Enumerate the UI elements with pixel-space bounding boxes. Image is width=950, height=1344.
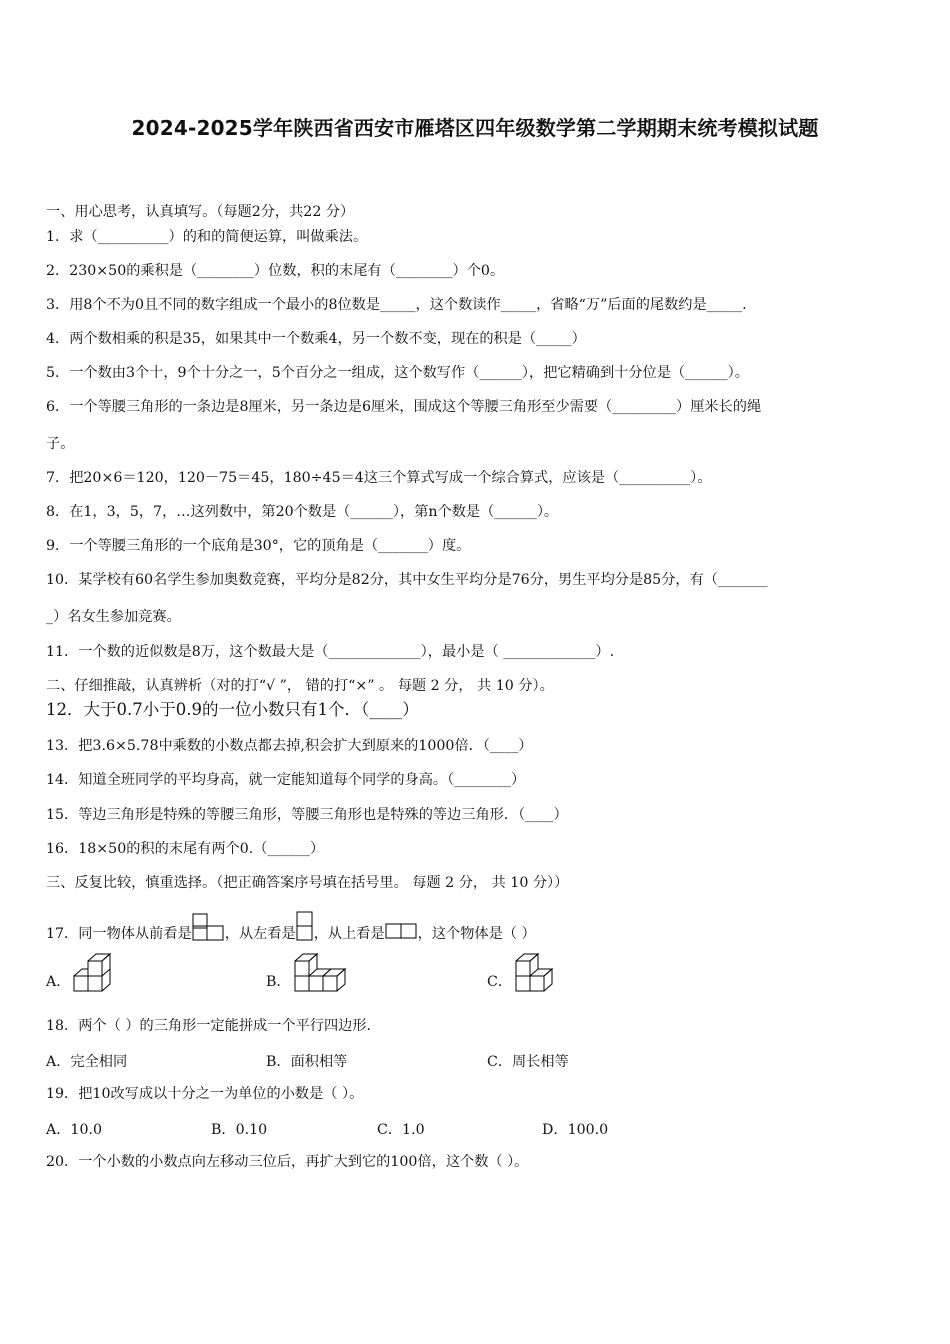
cube-figure-c [514, 952, 560, 994]
question-8: 8．在1，3，5，7，…这列数中，第20个数是（______），第n个数是（______）。 [46, 504, 559, 520]
q17-option-c-label: C． [487, 974, 513, 990]
question-3: 3．用8个不为0且不同的数字组成一个最小的8位数是_____，这个数读作_____，省略“万”后面的尾数约是_____. [46, 297, 747, 313]
section3-header: 三、反复比较，慎重选择。（把正确答案序号填在括号里。 每题 2 分， 共 10 分）） [46, 875, 569, 891]
question-4: 4．两个数相乘的积是35，如果其中一个数乘4，另一个数不变，现在的积是（_____） [46, 331, 586, 347]
q18-option-a: A．完全相同 [46, 1054, 128, 1070]
q17-prefix: 17．同一物体从前看是 [46, 926, 192, 942]
q19-option-a: A．10.0 [46, 1122, 103, 1138]
q17-option-a-label: A． [46, 974, 71, 990]
q19-option-c: C．1.0 [377, 1122, 425, 1138]
question-10-line2: _）名女生参加竞赛。 [46, 609, 181, 625]
question-14: 14．知道全班同学的平均身高，就一定能知道每个同学的身高。（________） [46, 772, 526, 788]
question-9: 9．一个等腰三角形的一个底角是30°，它的顶角是（_______）度。 [46, 538, 471, 554]
question-6-line1: 6．一个等腰三角形的一条边是8厘米，另一条边是6厘米，围成这个等腰三角形至少需要（_________）厘米长的绳 [46, 399, 762, 415]
question-11: 11．一个数的近似数是8万，这个数最大是（_____________），最小是（ _____________）. [46, 644, 615, 660]
section2-header: 二、仔细推敲，认真辨析（对的打“√ ”， 错的打“×” 。 每题 2 分， 共 10 分）。 [46, 678, 554, 694]
question-12: 12．大于0.7小于0.9的一位小数只有1个．（____） [46, 700, 419, 719]
question-18: 18．两个（ ）的三角形一定能拼成一个平行四边形. [46, 1018, 372, 1034]
question-5: 5．一个数由3个十，9个十分之一，5个百分之一组成，这个数写作（______），把它精确到十分位是（______）。 [46, 365, 749, 381]
q17-suffix: ，这个物体是（ ） [417, 926, 536, 942]
q19-option-d: D．100.0 [542, 1122, 609, 1138]
question-16: 16．18×50的积的末尾有两个0.（______） [46, 841, 325, 857]
question-1: 1．求（__________）的和的简便运算，叫做乘法。 [46, 229, 368, 245]
q17-mid2: ，从上看是 [313, 926, 385, 942]
front-view-figure [192, 913, 225, 941]
q18-option-b: B．面积相等 [266, 1054, 348, 1070]
left-view-figure [296, 911, 314, 941]
cube-figure-b [293, 952, 347, 994]
question-17 [46, 911, 536, 943]
question-20: 20．一个小数的小数点向左移动三位后，再扩大到它的100倍，这个数（ ）。 [46, 1154, 529, 1170]
question-7: 7．把20×6＝120，120－75＝45，180÷45＝4这三个算式写成一个综合算式，应该是（__________）。 [46, 470, 712, 486]
exam-title: 2024-2025学年陕西省西安市雁塔区四年级数学第二学期期末统考模拟试题 [131, 116, 819, 140]
top-view-figure [385, 923, 418, 939]
question-15: 15．等边三角形是特殊的等腰三角形，等腰三角形也是特殊的等边三角形．（____） [46, 807, 568, 823]
q17-mid1: ，从左看是 [224, 926, 296, 942]
cube-figure-a [72, 952, 118, 994]
question-2: 2．230×50的乘积是（________）位数，积的末尾有（________）个0。 [46, 263, 505, 279]
q17-option-b-label: B． [266, 974, 291, 990]
question-19: 19．把10改写成以十分之一为单位的小数是（ ）。 [46, 1086, 364, 1102]
q18-option-c: C．周长相等 [487, 1054, 569, 1070]
q19-option-b: B．0.10 [211, 1122, 268, 1138]
question-13: 13．把3.6×5.78中乘数的小数点都去掉,积会扩大到原来的1000倍．（____） [46, 738, 533, 754]
section1-header: 一、用心思考，认真填写。（每题2分，共22 分） [46, 204, 355, 220]
question-10-line1: 10．某学校有60名学生参加奥数竞赛，平均分是82分，其中女生平均分是76分，男生平均分是85分，有（_______ [46, 572, 768, 588]
question-6-line2: 子。 [46, 436, 75, 452]
